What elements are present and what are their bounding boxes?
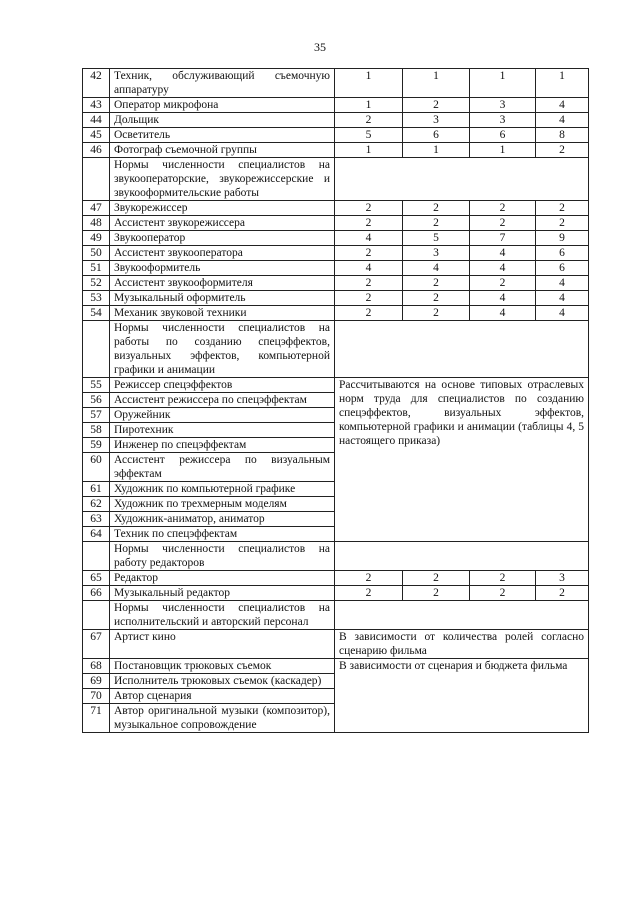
norm-value: 4 [536,98,589,113]
position-name: Художник по компьютерной графике [110,482,335,497]
row-number: 61 [83,482,110,497]
section-empty-cell [83,158,110,201]
norm-value: 2 [335,276,403,291]
table-row [83,69,589,98]
position-name: Оружейник [110,408,335,423]
section-title: Нормы численности специалистов на звукооператорские, звукорежиссерские и звукооформительские работы [110,158,335,201]
row-number: 51 [83,261,110,276]
section-empty-cell [335,321,589,378]
section-title: Нормы численности специалистов на работу редакторов [110,542,335,571]
section-title: Нормы численности специалистов на исполнительский и авторский персонал [110,601,335,630]
section-empty-cell [335,542,589,571]
section-empty-cell [83,321,110,378]
position-name: Автор оригинальной музыки (композитор), музыкальное сопровождение [110,704,335,733]
section-title: Нормы численности специалистов на работы по созданию спецэффектов, визуальных эффектов, компьютерной графики и анимации [110,321,335,378]
norm-value: 2 [335,306,403,321]
row-number: 67 [83,630,110,659]
position-name: Звукорежиссер [110,201,335,216]
norm-value: 1 [536,69,589,98]
row-number: 50 [83,246,110,261]
position-name: Ассистент звукооператора [110,246,335,261]
norm-value: 2 [403,276,470,291]
norm-value: 2 [470,201,536,216]
norm-value: 9 [536,231,589,246]
norm-value: 2 [403,291,470,306]
row-number: 44 [83,113,110,128]
norm-value: 2 [470,586,536,601]
norm-value: 4 [335,261,403,276]
norm-value: 1 [335,98,403,113]
row-number: 47 [83,201,110,216]
row-number: 57 [83,408,110,423]
table-row [83,378,589,393]
norm-value: 1 [470,143,536,158]
position-name: Режиссер спецэффектов [110,378,335,393]
row-number: 66 [83,586,110,601]
norm-value: 2 [335,586,403,601]
row-number: 49 [83,231,110,246]
norm-value: 2 [335,216,403,231]
table-row [83,291,589,306]
page-number: 35 [314,40,326,54]
norm-value: 3 [470,98,536,113]
norm-value: 2 [536,216,589,231]
norm-value: 4 [470,291,536,306]
norm-value: 4 [536,291,589,306]
position-name: Постановщик трюковых съемок [110,659,335,674]
table-row [83,586,589,601]
table-row [83,246,589,261]
table-row [83,306,589,321]
norm-value: 2 [536,201,589,216]
norm-value: 5 [335,128,403,143]
table-row [83,261,589,276]
norm-note: Рассчитываются на основе типовых отраслевых норм труда для специалистов по созданию спецэффектов, визуальных эффектов, компьютерной графики и анимации (таблицы 4, 5 настоящего приказа) [335,378,589,542]
section-header-row [83,542,589,571]
norm-value: 4 [470,306,536,321]
section-empty-cell [83,542,110,571]
table-row [83,630,589,659]
row-number: 46 [83,143,110,158]
row-number: 58 [83,423,110,438]
norm-value: 4 [536,113,589,128]
position-name: Автор сценария [110,689,335,704]
norm-value: 2 [335,291,403,306]
row-number: 54 [83,306,110,321]
position-name: Артист кино [110,630,335,659]
section-header-row [83,158,589,201]
position-name: Фотограф съемочной группы [110,143,335,158]
section-header-row [83,321,589,378]
norm-value: 6 [536,261,589,276]
norm-value: 2 [403,201,470,216]
position-name: Ассистент звукорежиссера [110,216,335,231]
row-number: 64 [83,527,110,542]
row-number: 70 [83,689,110,704]
row-number: 63 [83,512,110,527]
section-empty-cell [335,601,589,630]
section-empty-cell [335,158,589,201]
table-row [83,113,589,128]
position-name: Музыкальный оформитель [110,291,335,306]
norm-value: 1 [335,143,403,158]
norm-value: 1 [335,69,403,98]
norm-value: 6 [536,246,589,261]
position-name: Редактор [110,571,335,586]
norm-value: 1 [403,143,470,158]
norm-value: 2 [470,571,536,586]
table-row [83,128,589,143]
section-header-row [83,601,589,630]
row-number: 55 [83,378,110,393]
position-name: Техник по спецэффектам [110,527,335,542]
norm-value: 2 [335,571,403,586]
table-row [83,276,589,291]
position-name: Художник-аниматор, аниматор [110,512,335,527]
norm-value: 4 [470,261,536,276]
row-number: 42 [83,69,110,98]
norm-value: 2 [335,113,403,128]
norm-value: 3 [470,113,536,128]
norm-value: 7 [470,231,536,246]
norm-value: 2 [403,586,470,601]
norm-value: 4 [536,276,589,291]
position-name: Пиротехник [110,423,335,438]
position-name: Оператор микрофона [110,98,335,113]
row-number: 59 [83,438,110,453]
norm-value: 6 [470,128,536,143]
norm-value: 4 [335,231,403,246]
norm-value: 4 [403,261,470,276]
norm-value: 6 [403,128,470,143]
row-number: 62 [83,497,110,512]
row-number: 69 [83,674,110,689]
position-name: Ассистент звукооформителя [110,276,335,291]
norm-value: 3 [536,571,589,586]
norm-note: В зависимости от количества ролей согласно сценарию фильма [335,630,589,659]
norm-value: 2 [403,306,470,321]
table-row [83,231,589,246]
norm-value: 2 [335,246,403,261]
row-number: 68 [83,659,110,674]
position-name: Звукооформитель [110,261,335,276]
norm-note: В зависимости от сценария и бюджета фильма [335,659,589,733]
table-row [83,571,589,586]
position-name: Исполнитель трюковых съемок (каскадер) [110,674,335,689]
position-name: Звукооператор [110,231,335,246]
row-number: 45 [83,128,110,143]
section-empty-cell [83,601,110,630]
norm-value: 2 [403,571,470,586]
table-row [83,216,589,231]
row-number: 71 [83,704,110,733]
norm-value: 2 [536,586,589,601]
norm-value: 1 [403,69,470,98]
row-number: 65 [83,571,110,586]
norm-value: 3 [403,246,470,261]
table-row [83,98,589,113]
staffing-norms-table [82,68,589,733]
position-name: Художник по трехмерным моделям [110,497,335,512]
norm-value: 8 [536,128,589,143]
position-name: Ассистент режиссера по спецэффектам [110,393,335,408]
position-name: Дольщик [110,113,335,128]
norm-value: 5 [403,231,470,246]
position-name: Музыкальный редактор [110,586,335,601]
position-name: Инженер по спецэффектам [110,438,335,453]
position-name: Механик звуковой техники [110,306,335,321]
norm-value: 2 [470,216,536,231]
norm-value: 2 [536,143,589,158]
position-name: Ассистент режиссера по визуальным эффектам [110,453,335,482]
row-number: 43 [83,98,110,113]
norm-value: 2 [403,216,470,231]
position-name: Техник, обслуживающий съемочную аппаратуру [110,69,335,98]
norm-value: 1 [470,69,536,98]
position-name: Осветитель [110,128,335,143]
norm-value: 4 [470,246,536,261]
table-row [83,143,589,158]
table-row [83,201,589,216]
norm-value: 2 [403,98,470,113]
row-number: 56 [83,393,110,408]
norm-value: 4 [536,306,589,321]
row-number: 52 [83,276,110,291]
norm-value: 2 [335,201,403,216]
row-number: 53 [83,291,110,306]
table-row [83,659,589,674]
row-number: 60 [83,453,110,482]
norm-value: 3 [403,113,470,128]
row-number: 48 [83,216,110,231]
norm-value: 2 [470,276,536,291]
